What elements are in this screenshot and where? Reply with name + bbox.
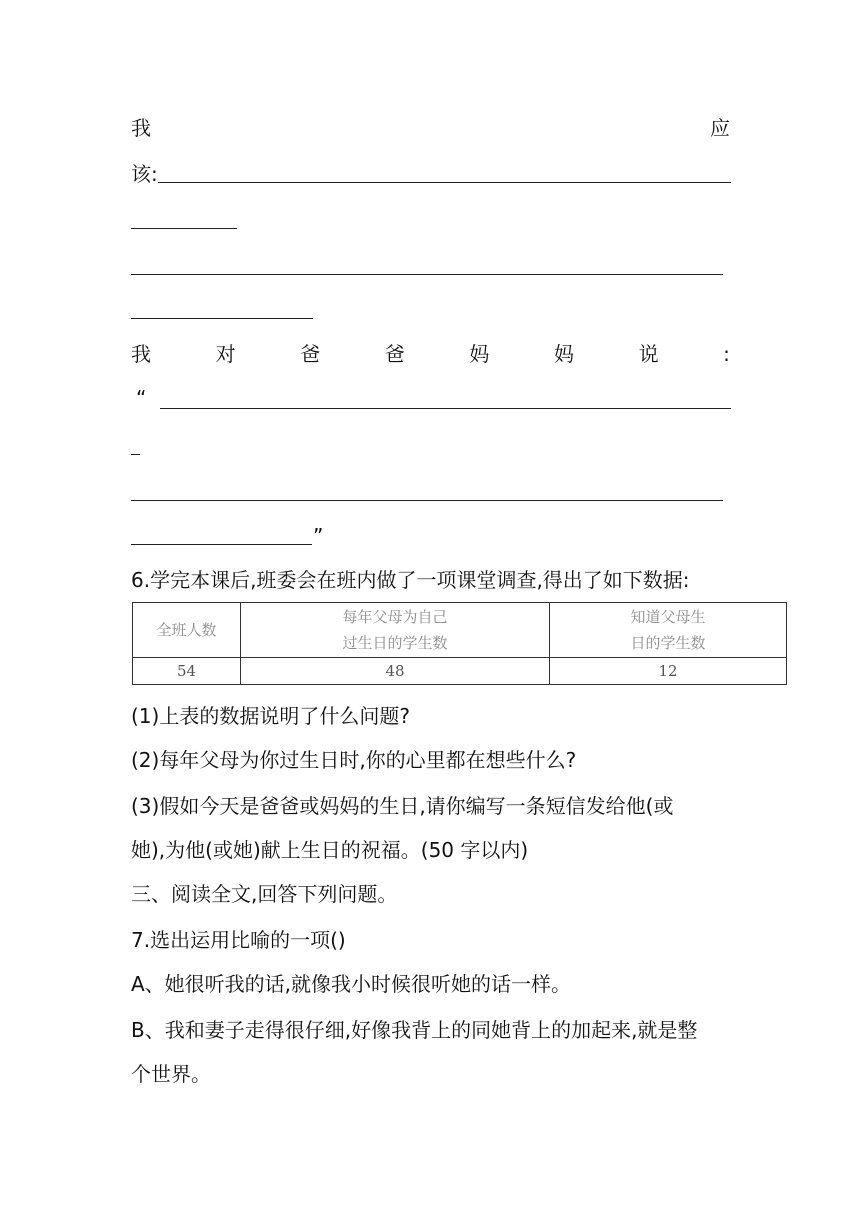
answer-blank-line[interactable]: [131, 228, 237, 229]
answer-blank-line[interactable]: [131, 454, 140, 455]
prompt2-char: 妈: [469, 342, 490, 366]
survey-values-row: [133, 658, 787, 685]
open-quote: “: [136, 386, 147, 410]
q6-sub2: (2)每年父母为你过生日时,你的心里都在想些什么?: [131, 748, 577, 772]
q7-option-b-line2: 个世界。: [131, 1062, 211, 1086]
q6-title: 6.学完本课后,班委会在班内做了一项课堂调查,得出了如下数据:: [131, 568, 690, 592]
prompt2-char: 说: [638, 342, 659, 366]
survey-header-row: [133, 603, 787, 658]
prompt2-char: 对: [215, 342, 236, 366]
q6-sub3-line1: (3)假如今天是爸爸或妈妈的生日,请你编写一条短信发给他(或: [131, 794, 674, 818]
q6-sub1: (1)上表的数据说明了什么问题?: [131, 704, 410, 728]
prompt1-line: [131, 114, 730, 142]
prompt1-left-char: 我: [131, 116, 151, 140]
header-parents-celebrate: 每年父母为自己 过生日的学生数: [241, 603, 550, 658]
value-parents-celebrate: 48: [241, 658, 550, 685]
prompt2-char: 我: [131, 342, 151, 366]
prompt2-char: 爸: [384, 342, 405, 366]
q7-option-a: A、她很听我的话,就像我小时候很听她的话一样。: [131, 972, 572, 996]
q6-sub3-line2: 她),为他(或她)献上生日的祝福。(50 字以内): [131, 838, 529, 862]
prompt2-char: :: [723, 342, 730, 366]
prompt1-cont-label: 该:: [131, 162, 158, 186]
prompt2-char: 妈: [553, 342, 574, 366]
q7-option-b-line1: B、我和妻子走得很仔细,好像我背上的同她背上的加起来,就是整: [131, 1018, 698, 1042]
value-know-parents-birthday: 12: [550, 658, 787, 685]
prompt1-right-char: 应: [710, 116, 730, 140]
section3-heading: 三、阅读全文,回答下列问题。: [131, 882, 398, 906]
prompt2-line: [131, 340, 730, 368]
close-quote: ”: [313, 524, 324, 548]
header-class-size: 全班人数: [133, 603, 241, 658]
q7-title: 7.选出运用比喻的一项(): [131, 928, 346, 952]
answer-blank-line[interactable]: [131, 500, 723, 501]
answer-blank-line[interactable]: [131, 274, 723, 275]
value-class-size: 54: [133, 658, 241, 685]
prompt2-char: 爸: [300, 342, 321, 366]
answer-blank-line[interactable]: [158, 182, 731, 183]
answer-blank-line[interactable]: [131, 544, 312, 545]
header-know-parents-birthday: 知道父母生 日的学生数: [550, 603, 787, 658]
answer-blank-line[interactable]: [160, 408, 731, 409]
answer-blank-line[interactable]: [131, 318, 313, 319]
survey-table: [132, 602, 787, 685]
